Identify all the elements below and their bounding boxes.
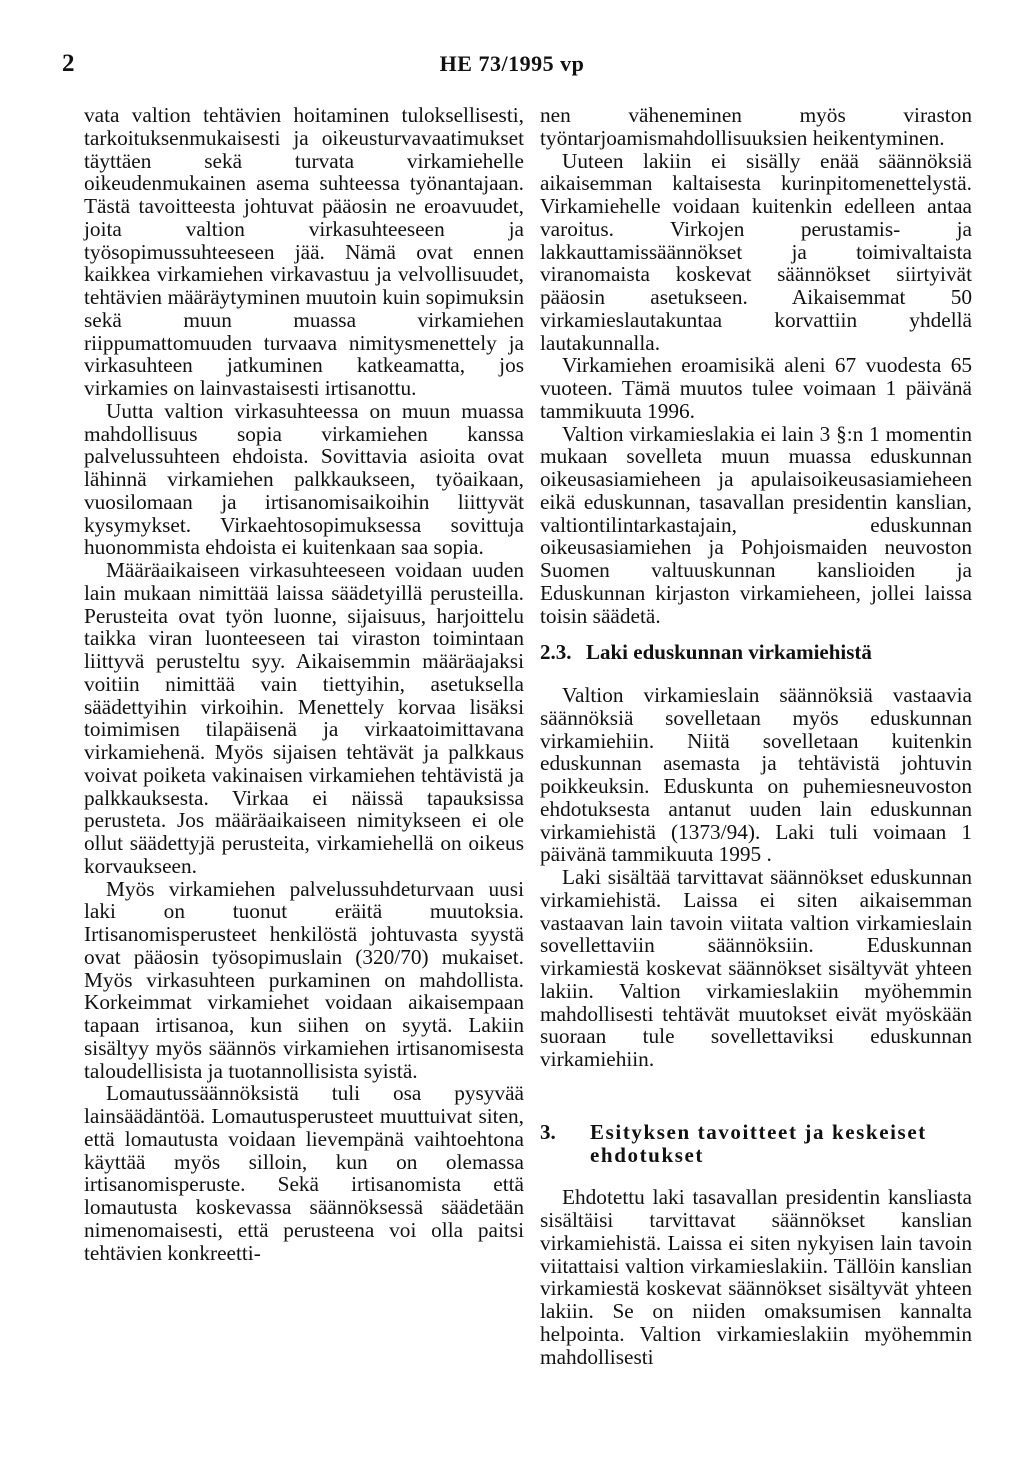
right-column	[540, 104, 972, 1368]
running-header: HE 73/1995 vp	[439, 51, 585, 76]
paragraph: vata valtion tehtävien hoitaminen tuloksellisesti, tarkoituksenmukaisesti ja oikeusturvavaatimukset täyttäen sekä turvata virkamiehelle oikeudenmukainen asema suhteessa työnantajaan. Tästä tavoitteesta johtuvat pääosin ne eroavuudet, joita valtion virkasuhteeseen ja työsopimussuhteeseen jää. Nämä ovat ennen kaikkea virkamiehen virkavastuu ja velvollisuudet, tehtävien määräytyminen muutoin kuin sopimuksin sekä muun muassa virkamiehen riippumattomuuden turvaava nimitysmenettely ja virkasuhteen jatkuminen katkeamatta, jos virkamies on lainvastaisesti irtisanottu.	[84, 103, 524, 400]
paragraph: Laki sisältää tarvittavat säännökset eduskunnan virkamiehistä. Laissa ei siten aikaisemman vastaavan lain tavoin viitata valtion virkamieslain sovellettaviin säännöksiin. Eduskunnan virkamiestä koskevat säännökset sisältyvät yhteen lakiin. Valtion virkamieslakiin myöhemmin mahdollisesti tehtävät muutokset eivät myöskään suoraan tule sovellettaviksi eduskunnan virkamiehiin.	[540, 865, 972, 1071]
section-heading-2-3	[540, 641, 972, 664]
section-heading-3	[540, 1121, 972, 1167]
paragraph: Lomautussäännöksistä tuli osa pysyvää lainsäädäntöä. Lomautusperusteet muuttuivat siten, että lomautusta voidaan lievempänä vaihtoehtona käyttää myös silloin, kun on olemassa irtisanomisperuste. Sekä irtisanomista että lomautusta koskevassa säännöksessä säädetään nimenomaisesti, että perusteena voi olla paitsi tehtävien konkreetti-	[84, 1081, 524, 1265]
paragraph: Myös virkamiehen palvelussuhdeturvaan uusi laki on tuonut eräitä muutoksia. Irtisanomisperusteet henkilöstä johtuvasta syystä ovat pääosin työsopimuslain (320/70) mukaiset. Myös virkasuhteen purkaminen on mahdollista. Korkeimmat virkamiehet voidaan aikaisempaan tapaan irtisanoa, kun siihen on syytä. Lakiin sisältyy myös säännös virkamiehen irtisanomisesta taloudellisista ja tuotannollisista syistä.	[84, 876, 524, 1083]
page-number: 2	[62, 50, 75, 77]
section-number: 3.	[540, 1119, 556, 1144]
paragraph: Uuteen lakiin ei sisälly enää säännöksiä aikaisemman kaltaisesta kurinpitomenettelystä. Virkamiehelle voidaan kuitenkin edelleen antaa varoitus. Virkojen perustamis- ja lakkauttamissäännökset ja toimivaltaista viranomaista koskevat säännökset siirtyivät pääosin asetukseen. Aikaisemmat 50 virkamieslautakuntaa korvattiin yhdellä lautakunnalla.	[540, 148, 972, 355]
left-column	[84, 104, 524, 1264]
paragraph: Virkamiehen eroamisikä aleni 67 vuodesta 65 vuoteen. Tämä muutos tulee voimaan 1 päivänä tammikuuta 1996.	[540, 353, 972, 423]
section-title: Esityksen tavoitteet ja keskeiset ehdotukset	[590, 1119, 927, 1167]
paragraph: Valtion virkamieslakia ei lain 3 §:n 1 momentin mukaan sovelleta muun muassa eduskunnan oikeusasiamieheen ja apulaisoikeusasiamieheen eikä eduskunnan, tasavallan presidentin kanslian, valtiontilintarkastajain, eduskunnan oikeusasiamiehen ja Pohjoismaiden neuvoston Suomen valtuuskunnan kanslioiden ja Eduskunnan kirjaston virkamieheen, jollei laissa toisin säädetä.	[540, 421, 972, 628]
paragraph: Valtion virkamieslain säännöksiä vastaavia säännöksiä sovelletaan myös eduskunnan virkamiehiin. Niitä sovelletaan kuitenkin eduskunnan asemasta ja tehtävistä johtuvin poikkeuksin. Eduskunta on puhemiesneuvoston ehdotuksesta antanut uuden lain eduskunnan virkamiehistä (1373/94). Laki tuli voimaan 1 päivänä tammikuuta 1995 .	[540, 683, 972, 867]
paragraph: Määräaikaiseen virkasuhteeseen voidaan uuden lain mukaan nimittää laissa säädetyillä perusteilla. Perusteita ovat työn luonne, sijaisuus, harjoittelu taikka viran luonteeseen tai viraston toimintaan liittyvä perusteltu syy. Aikaisemmin määräajaksi voitiin nimittää vain tiettyihin, asetuksella säädettyihin virkoihin. Menettely korvaa lisäksi toimimisen tilapäisenä ja virkaatoimittavana virkamiehenä. Myös sijaisen tehtävät ja palkkaus voivat poiketa vakinaisen virkamiehen tehtävistä ja palkkauksesta. Virkaa ei näissä tapauksissa perusteta. Jos määräaikaiseen nimitykseen ei ole ollut säädettyjä perusteita, virkamiehellä on oikeus korvaukseen.	[84, 558, 524, 878]
paragraph: nen väheneminen myös viraston työntarjoamismahdollisuuksien heikentyminen.	[540, 103, 972, 150]
section-title: Laki eduskunnan virkamiehistä	[586, 640, 872, 665]
paragraph: Uutta valtion virkasuhteessa on muun muassa mahdollisuus sopia virkamiehen kanssa palvelussuhteen ehdoista. Sovittavia asioita ovat lähinnä virkamiehen palkkaukseen, työaikaan, vuosilomaan ja irtisanomisaikoihin liittyvät kysymykset. Virkaehtosopimuksessa sovittuja huonommista ehdoista ei kuitenkaan saa sopia.	[84, 398, 524, 560]
section-number: 2.3.	[540, 640, 572, 665]
paragraph: Ehdotettu laki tasavallan presidentin kansliasta sisältäisi tarvittavat säännökset kanslian virkamiehistä. Laissa ei siten nykyisen lain tavoin viitattaisi valtion virkamieslakiin. Tällöin kanslian virkamiestä koskevat säännökset sisältyvät yhteen lakiin. Se on niiden omaksumisen kannalta helpointa. Valtion virkamieslakiin myöhemmin mahdollisesti	[540, 1185, 972, 1369]
